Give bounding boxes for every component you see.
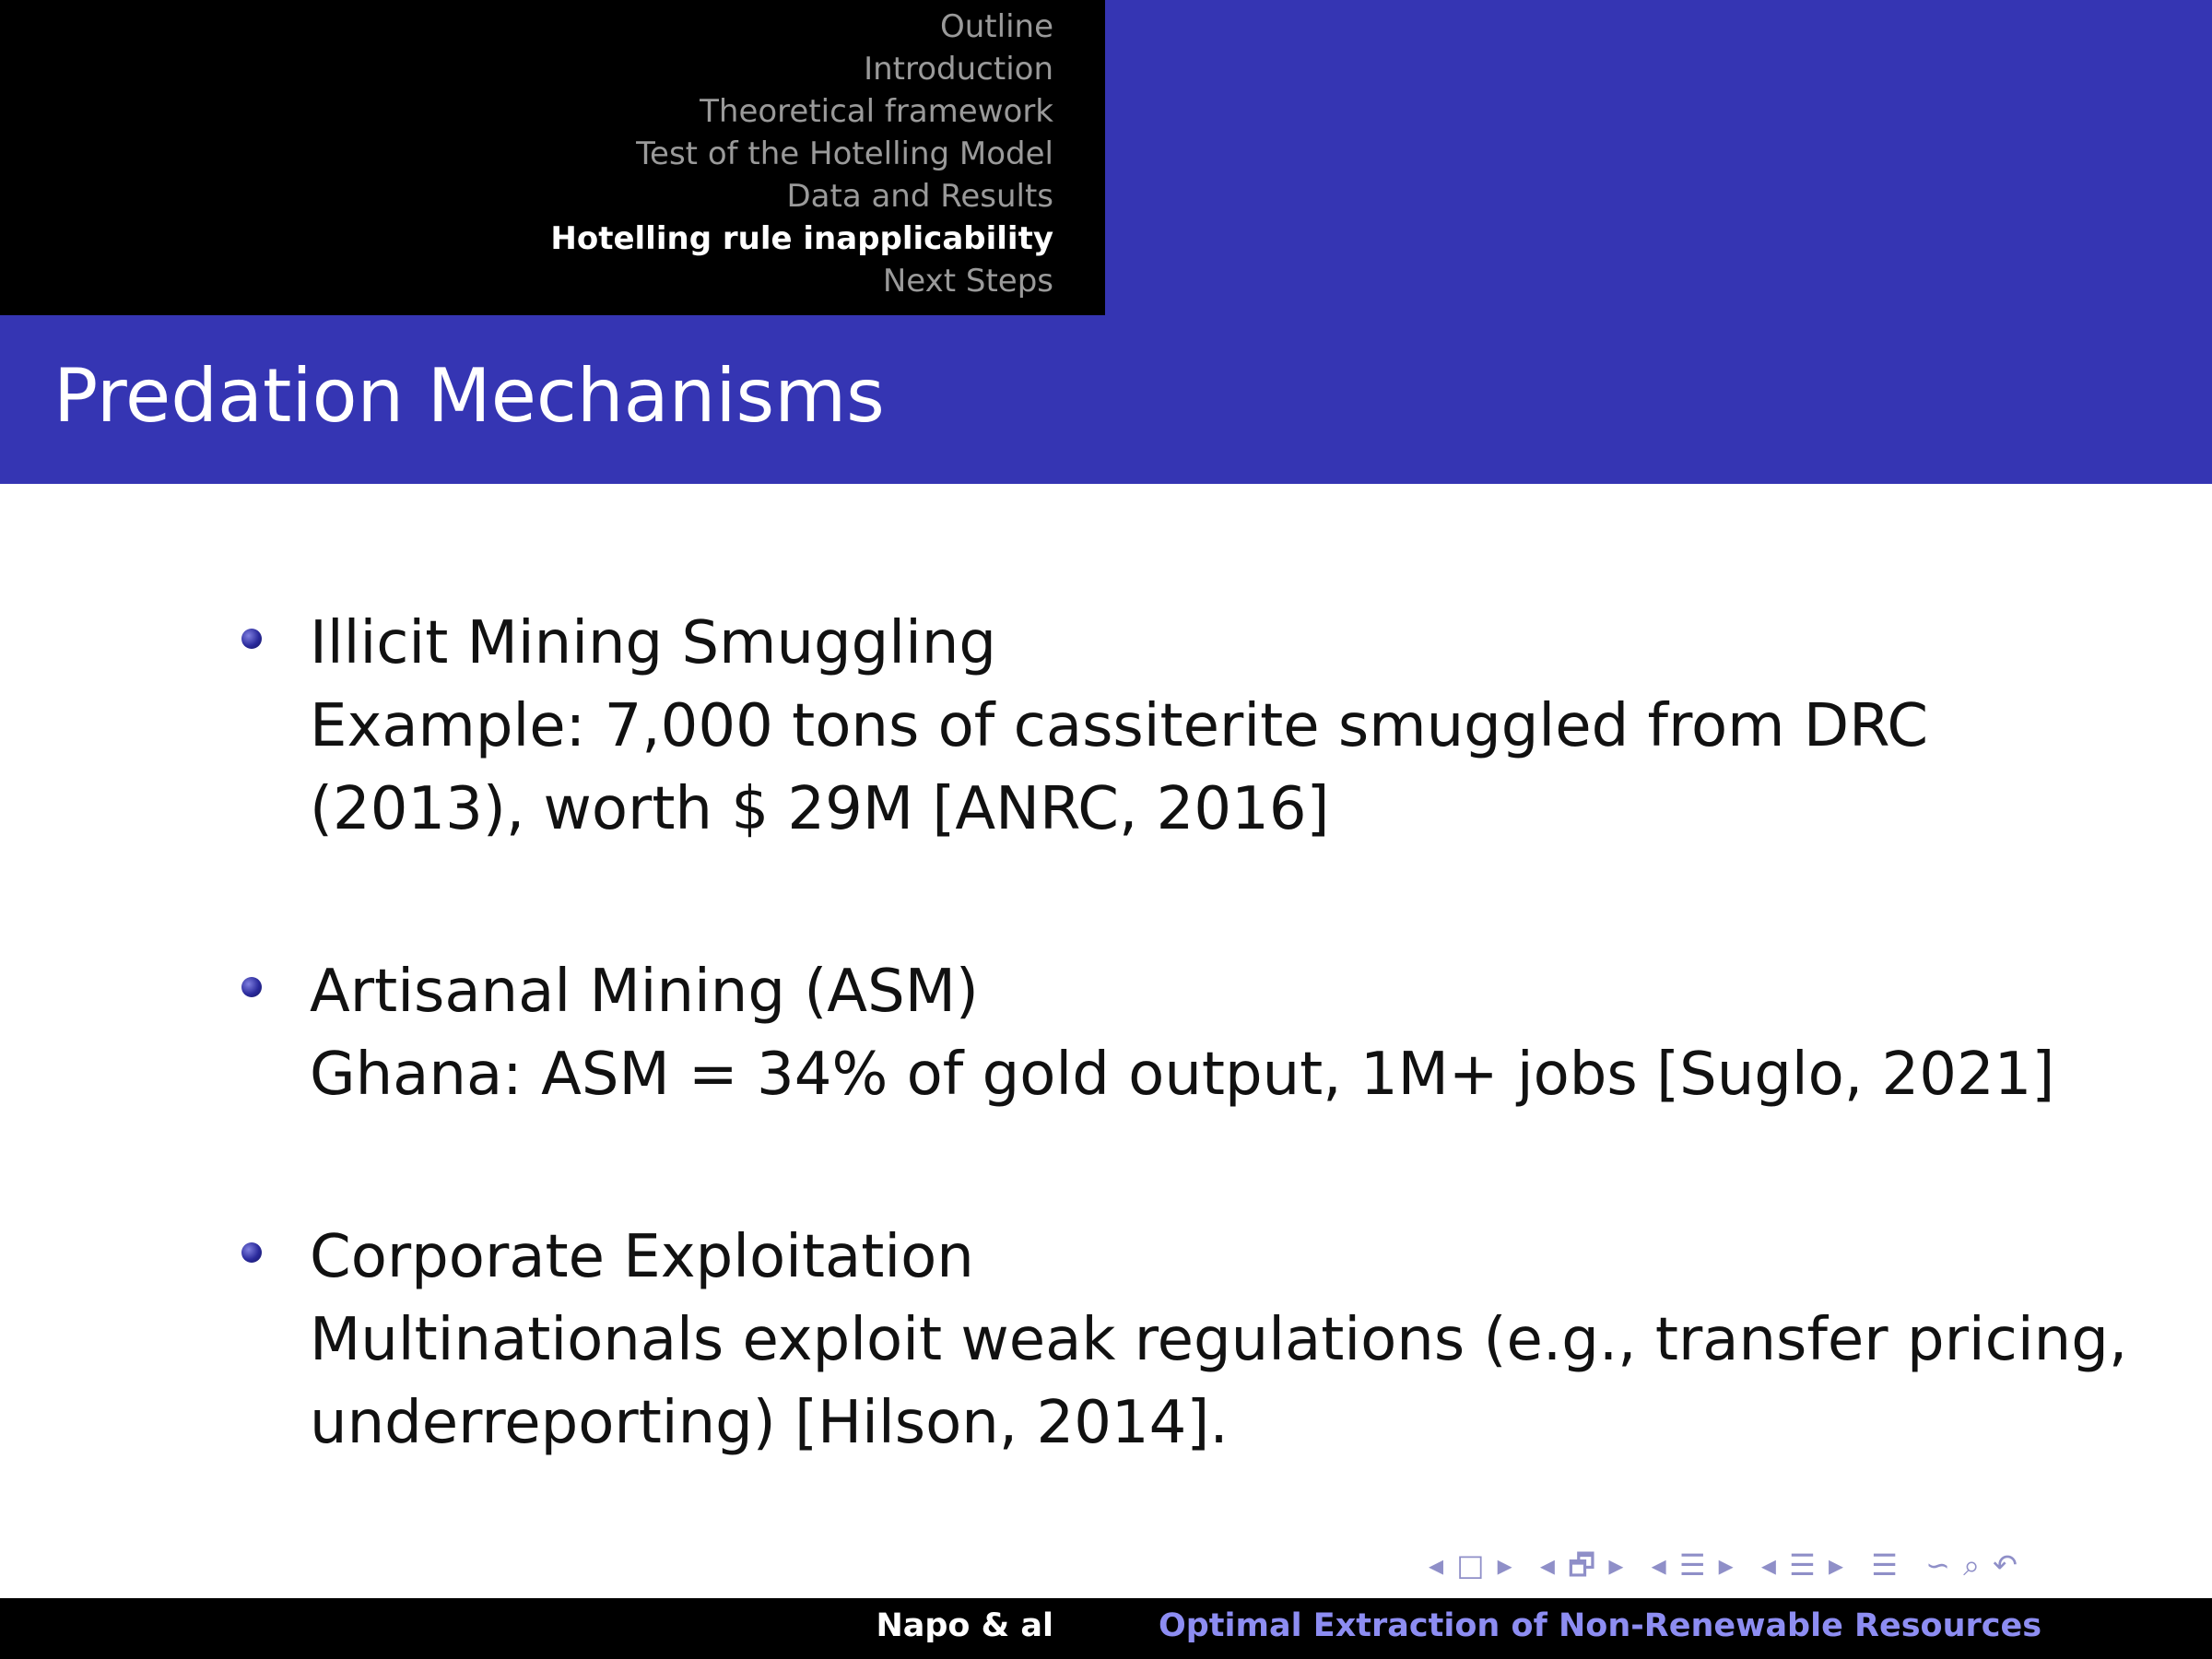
bullet-text: (2013), worth $ 29M [ANRC, 2016] xyxy=(310,775,1330,843)
footer-author: Napo & al xyxy=(876,1607,1053,1644)
footer-author-bar xyxy=(0,1598,1105,1659)
bullet-item xyxy=(310,950,2054,1116)
bullet-icon xyxy=(241,629,262,649)
bullet-text: Multinationals exploit weak regulations (e.g., transfer pricing, xyxy=(310,1306,2128,1374)
nav-item-data-results[interactable]: Data and Results xyxy=(786,178,1053,215)
footer-title: Optimal Extraction of Non-Renewable Resources xyxy=(1159,1607,2042,1644)
page-title: Predation Mechanisms xyxy=(53,353,885,439)
nav-item-introduction[interactable]: Introduction xyxy=(864,51,1053,88)
align-icon[interactable]: ☰ xyxy=(1871,1547,1900,1583)
bullet-text: underreporting) [Hilson, 2014]. xyxy=(310,1389,1229,1457)
header-band xyxy=(1105,0,2212,315)
bullet-heading: Corporate Exploitation xyxy=(310,1223,974,1291)
bullet-heading: Illicit Mining Smuggling xyxy=(310,609,997,677)
subsection-nav-icon[interactable]: ◂ 🗗 ▸ xyxy=(1539,1547,1626,1583)
section-navigation-panel xyxy=(0,0,1105,315)
bullet-text: Example: 7,000 tons of cassiterite smuggled from DRC xyxy=(310,692,1929,760)
title-bar xyxy=(0,315,2212,484)
bullet-text: Ghana: ASM = 34% of gold output, 1M+ jobs [Suglo, 2021] xyxy=(310,1041,2055,1109)
bullet-item xyxy=(310,1216,2127,1465)
bullet-icon xyxy=(241,977,262,997)
nav-item-outline[interactable]: Outline xyxy=(939,8,1053,45)
search-icon[interactable]: ∽ ⌕ ↶ xyxy=(1925,1547,2019,1583)
section-nav-list xyxy=(550,6,1053,302)
section-nav-icon[interactable]: ◂ ☰ ▸ xyxy=(1651,1547,1735,1583)
footer-title-bar xyxy=(1105,1598,2212,1659)
subsubsection-nav-icon[interactable]: ◂ ☰ ▸ xyxy=(1760,1547,1846,1583)
frame-nav-icon[interactable]: ◂ □ ▸ xyxy=(1429,1547,1514,1583)
bullet-heading: Artisanal Mining (ASM) xyxy=(310,958,979,1026)
nav-item-test-hotelling-model[interactable]: Test of the Hotelling Model xyxy=(636,135,1053,172)
nav-item-hotelling-inapplicability[interactable]: Hotelling rule inapplicability xyxy=(550,220,1053,257)
nav-item-next-steps[interactable]: Next Steps xyxy=(882,263,1053,300)
bullet-icon xyxy=(241,1242,262,1263)
beamer-navigation-symbols xyxy=(1429,1545,2034,1585)
nav-item-theoretical-framework[interactable]: Theoretical framework xyxy=(700,93,1053,130)
bullet-item xyxy=(310,602,1928,851)
